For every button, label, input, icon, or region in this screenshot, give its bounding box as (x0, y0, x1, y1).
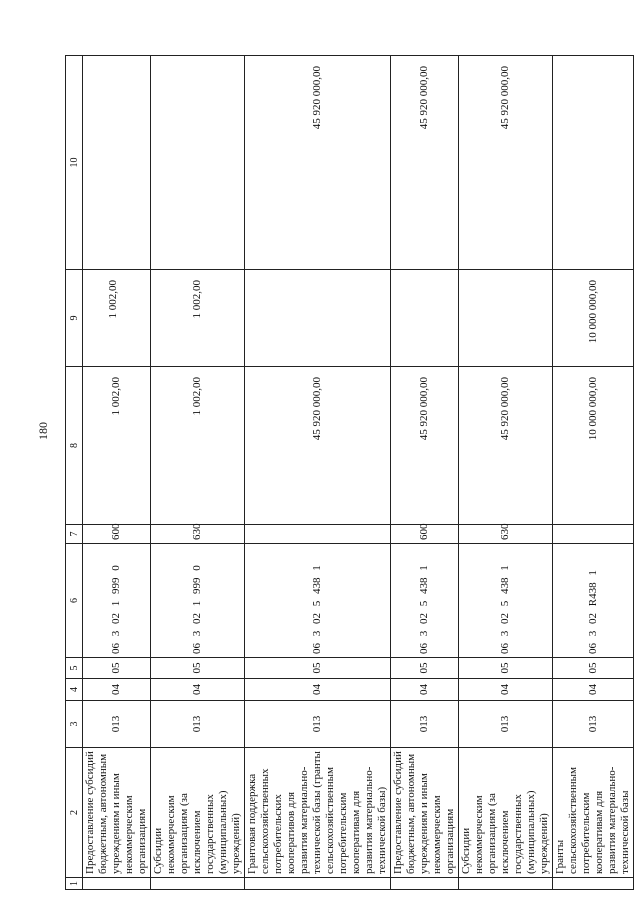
amount-col10 (151, 56, 245, 270)
ministry-code: 013 (553, 701, 634, 748)
target-article-code: 06 3 02 5 438 1 (459, 544, 553, 658)
table-row (459, 56, 553, 890)
item-name: Грантовая поддержка сельскохозяйственных потребительских кооперативов для развития материально-технической базы (гранты сельскохозяйственным потребительским кооперативам для развития материально-технической базы) (245, 748, 391, 878)
budget-table-container (65, 56, 631, 890)
expense-type-code (245, 525, 391, 544)
amount-col9 (245, 270, 391, 367)
item-name: Предоставление субсидий бюджетным, автономным учреждениям и иным некоммерческим организациям (83, 748, 151, 878)
amount-col10: 45 920 000,00 (391, 56, 459, 270)
column-header: 6 (66, 544, 83, 658)
page-number: 180 (36, 422, 50, 440)
target-article-code: 06 3 02 5 438 1 (391, 544, 459, 658)
amount-col9: 10 000 000,00 (553, 270, 634, 367)
ministry-code: 013 (245, 701, 391, 748)
amount-col10: 45 920 000,00 (245, 56, 391, 270)
table-row (151, 56, 245, 890)
ministry-code: 013 (83, 701, 151, 748)
section-code: 04 (151, 679, 245, 701)
section-code: 04 (83, 679, 151, 701)
amount-total: 45 920 000,00 (245, 367, 391, 525)
subsection-code: 05 (245, 658, 391, 679)
expense-type-code (553, 525, 634, 544)
expense-type-code: 630 (459, 525, 553, 544)
amount-total: 10 000 000,00 (553, 367, 634, 525)
target-article-code: 06 3 02 R438 1 (553, 544, 634, 658)
column-header: 5 (66, 658, 83, 679)
subsection-code: 05 (459, 658, 553, 679)
amount-col10: 45 920 000,00 (459, 56, 553, 270)
column-header: 1 (66, 878, 83, 890)
item-name: Субсидии некоммерческим организациям (за исключением государственных (муниципальных) учреждений) (151, 748, 245, 878)
subsection-code: 05 (83, 658, 151, 679)
amount-col9 (391, 270, 459, 367)
table-row (553, 56, 634, 890)
table-row (245, 56, 391, 890)
table-row (83, 56, 151, 890)
target-article-code: 06 3 02 5 438 1 (245, 544, 391, 658)
amount-col10 (83, 56, 151, 270)
column-header: 8 (66, 367, 83, 525)
row-number-cell (83, 878, 151, 890)
column-header: 2 (66, 748, 83, 878)
amount-total: 1 002,00 (151, 367, 245, 525)
row-number-cell (245, 878, 391, 890)
ministry-code: 013 (459, 701, 553, 748)
row-number-cell (553, 878, 634, 890)
row-number-cell (391, 878, 459, 890)
section-code: 04 (245, 679, 391, 701)
subsection-code: 05 (553, 658, 634, 679)
amount-total: 45 920 000,00 (459, 367, 553, 525)
item-name: Гранты сельскохозяйственным потребительским кооперативам для развития материально-технической базы (553, 748, 634, 878)
row-number-cell (459, 878, 553, 890)
ministry-code: 013 (151, 701, 245, 748)
amount-col9: 1 002,00 (83, 270, 151, 367)
amount-total: 45 920 000,00 (391, 367, 459, 525)
section-code: 04 (553, 679, 634, 701)
item-name: Предоставление субсидий бюджетным, автономным учреждениям и иным некоммерческим организациям (391, 748, 459, 878)
subsection-code: 05 (391, 658, 459, 679)
subsection-code: 05 (151, 658, 245, 679)
ministry-code: 013 (391, 701, 459, 748)
column-header: 7 (66, 525, 83, 544)
amount-col9: 1 002,00 (151, 270, 245, 367)
item-name: Субсидии некоммерческим организациям (за исключением государственных (муниципальных) учреждений) (459, 748, 553, 878)
target-article-code: 06 3 02 1 999 0 (151, 544, 245, 658)
expense-type-code: 630 (151, 525, 245, 544)
amount-total: 1 002,00 (83, 367, 151, 525)
column-header: 9 (66, 270, 83, 367)
column-header: 10 (66, 56, 83, 270)
section-code: 04 (391, 679, 459, 701)
section-code: 04 (459, 679, 553, 701)
budget-table (65, 55, 634, 890)
column-header: 3 (66, 701, 83, 748)
expense-type-code: 600 (83, 525, 151, 544)
column-number-row (66, 56, 83, 890)
amount-col10 (553, 56, 634, 270)
column-header: 4 (66, 679, 83, 701)
row-number-cell (151, 878, 245, 890)
table-row (391, 56, 459, 890)
expense-type-code: 600 (391, 525, 459, 544)
target-article-code: 06 3 02 1 999 0 (83, 544, 151, 658)
amount-col9 (459, 270, 553, 367)
